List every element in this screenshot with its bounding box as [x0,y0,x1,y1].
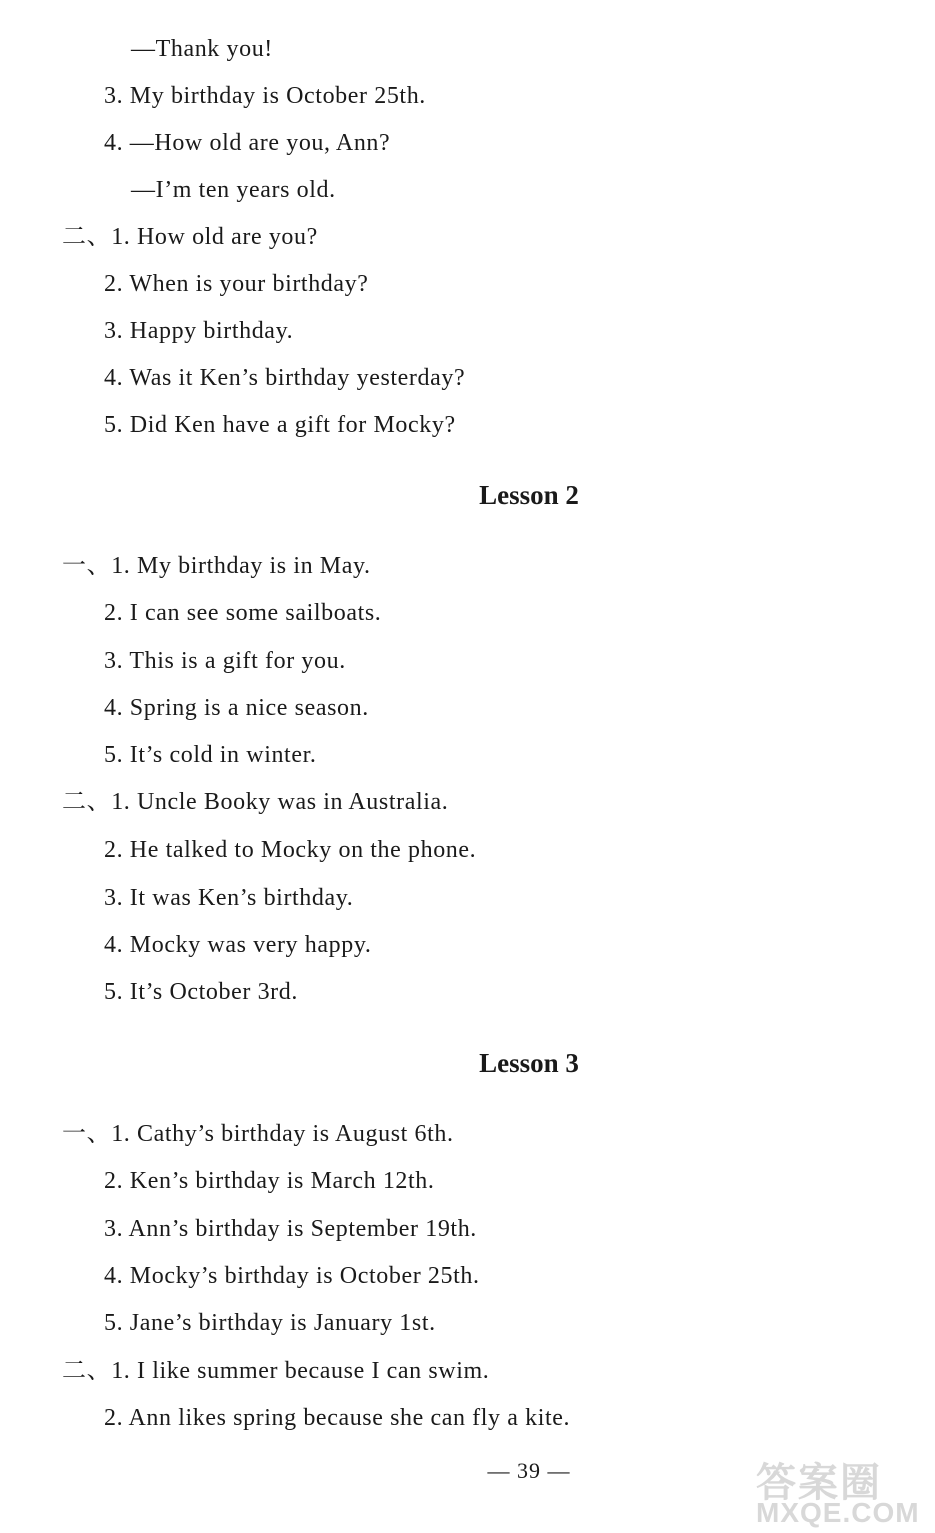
answer-line: 4. Mocky was very happy. [104,932,372,958]
answer-line: 4. —How old are you, Ann? [104,130,391,156]
answer-line: 二、1. How old are you? [62,224,318,250]
answer-line: 4. Spring is a nice season. [104,695,369,721]
answer-line: 3. It was Ken’s birthday. [104,885,354,911]
answer-line: 3. This is a gift for you. [104,648,346,674]
watermark-url: MXQE.COM [756,1497,920,1528]
answer-line: 2. Ken’s birthday is March 12th. [104,1168,435,1194]
answer-line: 4. Was it Ken’s birthday yesterday? [104,365,466,391]
lesson-heading: Lesson 2 [479,480,579,510]
answer-line: —Thank you! [131,36,273,62]
answer-line: 2. He talked to Mocky on the phone. [104,837,477,863]
answer-line: 4. Mocky’s birthday is October 25th. [104,1263,480,1289]
lesson-heading: Lesson 3 [479,1048,579,1078]
answer-line: 5. Jane’s birthday is January 1st. [104,1310,436,1336]
answer-line: 3. My birthday is October 25th. [104,83,426,109]
answer-line: 5. It’s cold in winter. [104,742,317,768]
answer-line: 2. I can see some sailboats. [104,600,382,626]
answer-line: 3. Ann’s birthday is September 19th. [104,1216,477,1242]
answer-line: —I’m ten years old. [131,177,336,203]
answer-line: 二、1. Uncle Booky was in Australia. [62,789,449,815]
site-watermark [756,1451,931,1529]
answer-line: 一、1. Cathy’s birthday is August 6th. [62,1121,454,1147]
answer-line: 2. When is your birthday? [104,271,369,297]
answer-line: 2. Ann likes spring because she can fly a kite. [104,1405,571,1431]
answer-line: 3. Happy birthday. [104,318,294,344]
answer-line: 5. Did Ken have a gift for Mocky? [104,412,456,438]
answer-line: 一、1. My birthday is in May. [62,553,371,579]
answer-line: 5. It’s October 3rd. [104,979,298,1005]
watermark-logo-text: 答案圈 [756,1461,882,1505]
answer-line: 二、1. I like summer because I can swim. [62,1358,490,1384]
page-number: — 39 — [487,1458,571,1483]
